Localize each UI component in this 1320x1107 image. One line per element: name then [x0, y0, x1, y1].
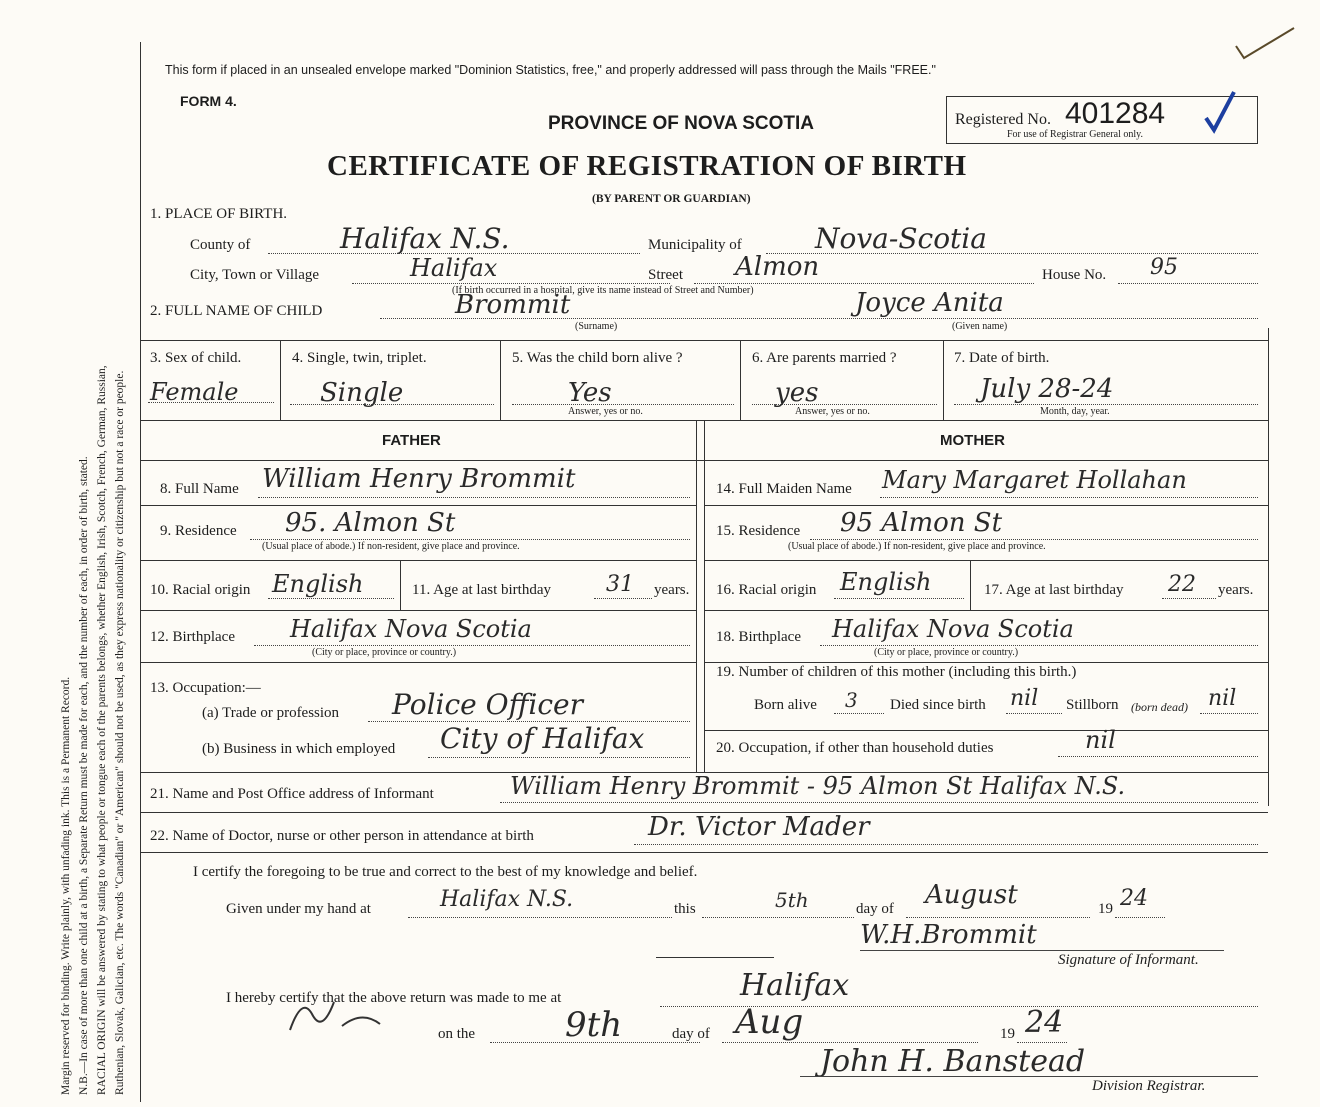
- mother-birthplace-label: 18. Birthplace: [716, 629, 801, 645]
- born-alive-value: Yes: [568, 378, 612, 408]
- father-age-value: 31: [606, 572, 634, 597]
- sex-value: Female: [150, 378, 239, 406]
- margin-note-racial-origin-cont: Ruthenian, Slovak, Galician, etc. The words "Canadian" or "American" should not be used, as they express nationality or citizenship but not a race or people.: [114, 370, 126, 1095]
- father-name-value: William Henry Brommit: [262, 464, 576, 494]
- mail-notice: This form if placed in an unsealed envelope marked "Dominion Statistics, free," and properly addressed will pass through the Mails "FREE.": [165, 63, 936, 77]
- registrar-statement: I hereby certify that the above return was made to me at: [226, 990, 562, 1006]
- mother-children-label: 19. Number of children of this mother (including this birth.): [716, 664, 1077, 680]
- child-surname: Brommit: [455, 290, 571, 320]
- born-alive-label: 5. Was the child born alive ?: [512, 350, 683, 366]
- doctor-value: Dr. Victor Mader: [648, 812, 870, 842]
- informant-signature-label: Signature of Informant.: [1058, 952, 1199, 968]
- house-label: House No.: [1042, 267, 1107, 283]
- father-business-label: (b) Business in which employed: [202, 741, 396, 757]
- father-trade-label: (a) Trade or profession: [202, 705, 340, 721]
- margin-divider: [140, 42, 141, 1102]
- father-race-label: 10. Racial origin: [150, 582, 251, 598]
- died-since-birth-value: nil: [1010, 686, 1039, 711]
- given-day-value: 5th: [775, 888, 809, 912]
- father-business-value: City of Halifax: [440, 722, 645, 755]
- father-trade-value: Police Officer: [392, 688, 584, 721]
- parents-married-value: yes: [775, 378, 819, 408]
- informant-value: William Henry Brommit - 95 Almon St Halifax N.S.: [510, 772, 1126, 800]
- father-residence-note: (Usual place of abode.) If non-resident, give place and province.: [262, 541, 520, 552]
- registrar-note: For use of Registrar General only.: [1007, 129, 1143, 140]
- registrar-year-prefix: 19: [1000, 1026, 1015, 1042]
- mother-birthplace-value: Halifax Nova Scotia: [832, 615, 1074, 643]
- given-under-label: Given under my hand at: [226, 901, 371, 917]
- house-value: 95: [1150, 255, 1178, 280]
- father-occupation-label: 13. Occupation:—: [150, 680, 261, 696]
- given-month-value: August: [925, 880, 1018, 910]
- mother-race-value: English: [840, 568, 932, 596]
- municipality-label: Municipality of: [648, 237, 742, 253]
- plurality-value: Single: [320, 378, 404, 408]
- father-birthplace-label: 12. Birthplace: [150, 629, 235, 645]
- certificate-title: CERTIFICATE OF REGISTRATION OF BIRTH: [327, 150, 967, 182]
- registrar-initials-icon: [282, 990, 392, 1040]
- dob-note: Month, day, year.: [1040, 406, 1110, 417]
- mother-age-unit: years.: [1218, 582, 1254, 598]
- certificate-subtitle: (BY PARENT OR GUARDIAN): [592, 193, 751, 205]
- place-heading: 1. PLACE OF BIRTH.: [150, 206, 288, 222]
- certification-statement: I certify the foregoing to be true and correct to the best of my knowledge and belief.: [193, 864, 698, 880]
- registrar-day-value: 9th: [565, 1005, 623, 1045]
- doctor-label: 22. Name of Doctor, nurse or other person in attendance at birth: [150, 828, 534, 844]
- father-birthplace-value: Halifax Nova Scotia: [290, 615, 532, 643]
- father-age-label: 11. Age at last birthday: [412, 582, 551, 598]
- mother-age-value: 22: [1168, 572, 1196, 597]
- stillborn-label: Stillborn: [1066, 697, 1119, 713]
- born-alive-count-value: 3: [845, 688, 858, 712]
- this-label: this: [674, 901, 696, 917]
- parents-married-label: 6. Are parents married ?: [752, 350, 897, 366]
- margin-note-racial-origin: RACIAL ORIGIN will be answered by stating to what people or tongue each of the parents belongs, whether English, Irish, Scotch, French, German, Russian,: [96, 365, 108, 1095]
- surname-note: (Surname): [575, 321, 618, 332]
- form-number: FORM 4.: [180, 93, 237, 109]
- mother-birthplace-note: (City or place, province or country.): [874, 647, 1019, 658]
- died-since-birth-label: Died since birth: [890, 697, 986, 713]
- given-name-note: (Given name): [952, 321, 1008, 332]
- child-name-label: 2. FULL NAME OF CHILD: [150, 303, 323, 319]
- mother-occupation-value: nil: [1085, 726, 1116, 754]
- city-label: City, Town or Village: [190, 267, 320, 283]
- dob-label: 7. Date of birth.: [954, 350, 1050, 366]
- registrar-signature: John H. Banstead: [820, 1044, 1086, 1079]
- father-name-label: 8. Full Name: [160, 481, 239, 497]
- registrar-on-the-label: on the: [438, 1026, 476, 1042]
- father-residence-label: 9. Residence: [160, 523, 237, 539]
- registrar-signature-label: Division Registrar.: [1092, 1078, 1206, 1094]
- father-race-value: English: [272, 570, 364, 598]
- mother-race-label: 16. Racial origin: [716, 582, 817, 598]
- stillborn-note: (born dead): [1131, 700, 1188, 714]
- mother-residence-note: (Usual place of abode.) If non-resident, give place and province.: [788, 541, 1046, 552]
- province-heading: PROVINCE OF NOVA SCOTIA: [548, 113, 815, 134]
- father-birthplace-note: (City or place, province or country.): [312, 647, 457, 658]
- given-place-value: Halifax N.S.: [440, 887, 574, 912]
- mother-residence-label: 15. Residence: [716, 523, 801, 539]
- margin-note-binding: Margin reserved for binding. Write plainly, with unfading ink. This is a Permanent Record.: [60, 676, 72, 1095]
- margin-note-multiple-births: N.B.—In case of more than one child at a birth, a Separate Return must be made for each, and the number of each, in order of birth, stated.: [78, 456, 90, 1095]
- stillborn-value: nil: [1208, 686, 1237, 711]
- mother-age-label: 17. Age at last birthday: [984, 582, 1124, 598]
- given-year-prefix: 19: [1098, 901, 1113, 917]
- city-value: Halifax: [410, 254, 498, 282]
- father-heading: FATHER: [382, 432, 441, 449]
- sex-label: 3. Sex of child.: [150, 350, 242, 366]
- registrar-month-value: Aug: [735, 1002, 804, 1042]
- father-age-unit: years.: [654, 582, 690, 598]
- county-value: Halifax N.S.: [340, 222, 510, 255]
- given-year-value: 24: [1120, 886, 1148, 911]
- registrar-year-value: 24: [1025, 1005, 1064, 1040]
- mother-heading: MOTHER: [940, 432, 1005, 449]
- mother-occupation-label: 20. Occupation, if other than household duties: [716, 740, 994, 756]
- mother-name-label: 14. Full Maiden Name: [716, 481, 852, 497]
- born-alive-note: Answer, yes or no.: [568, 406, 643, 417]
- registered-number: 401284: [1065, 97, 1166, 130]
- plurality-label: 4. Single, twin, triplet.: [292, 350, 427, 366]
- dob-value: July 28-24: [980, 374, 1114, 404]
- blue-checkmark-icon: [1200, 88, 1240, 136]
- checkmark-icon: [1230, 20, 1300, 65]
- right-border: [1268, 328, 1269, 806]
- born-alive-count-label: Born alive: [754, 697, 817, 713]
- child-given-name: Joyce Anita: [855, 288, 1004, 318]
- registrar-place-value: Halifax: [740, 968, 850, 1003]
- registered-label: Registered No.: [955, 111, 1051, 128]
- municipality-value: Nova-Scotia: [815, 222, 987, 255]
- county-label: County of: [190, 237, 251, 253]
- hospital-note: (If birth occurred in a hospital, give its name instead of Street and Number): [452, 285, 754, 296]
- registrar-day-of-label: day of: [672, 1026, 710, 1042]
- father-residence-value: 95. Almon St: [285, 508, 456, 538]
- street-value: Almon: [735, 252, 820, 282]
- given-day-of-label: day of: [856, 901, 894, 917]
- informant-label: 21. Name and Post Office address of Informant: [150, 786, 434, 802]
- mother-residence-value: 95 Almon St: [840, 508, 1003, 538]
- street-label: Street: [648, 267, 683, 283]
- mother-name-value: Mary Margaret Hollahan: [882, 466, 1187, 494]
- parents-married-note: Answer, yes or no.: [795, 406, 870, 417]
- informant-signature: W.H.Brommit: [860, 920, 1037, 950]
